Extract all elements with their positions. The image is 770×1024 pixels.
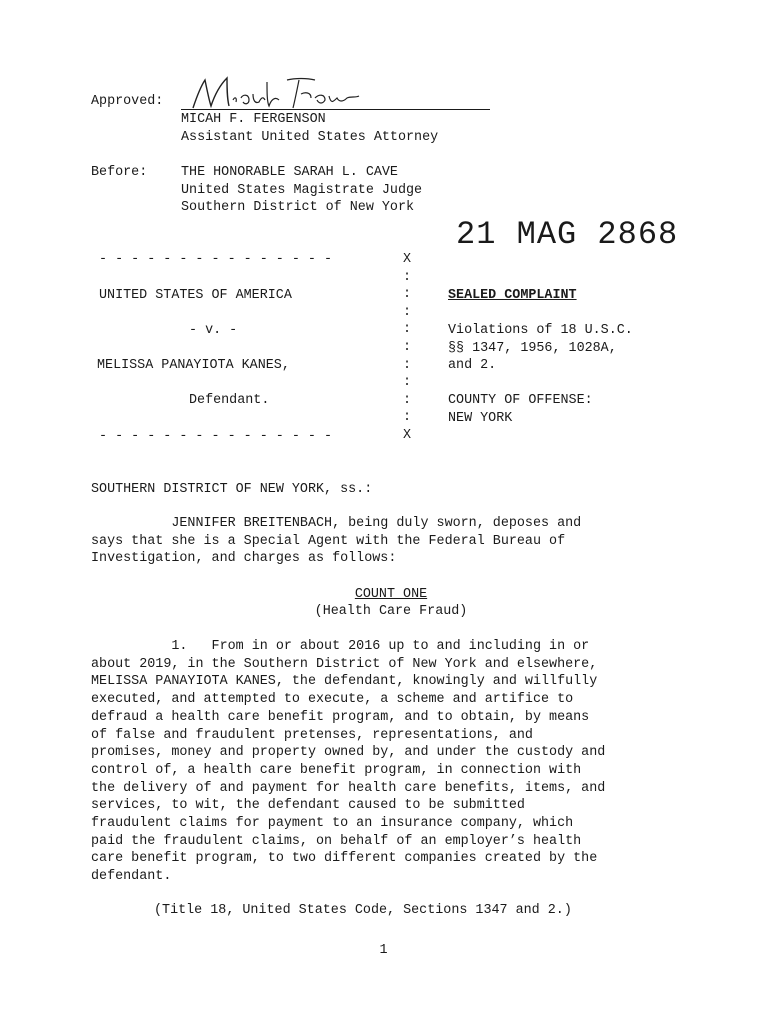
attorney-name: MICAH F. FERGENSON bbox=[181, 112, 326, 127]
text-line: paid the fraudulent claims, on behalf of an employer’s health bbox=[91, 833, 582, 849]
divider-colon: : bbox=[403, 322, 412, 338]
defendant-name: MELISSA PANAYIOTA KANES, bbox=[97, 358, 290, 373]
divider-x-bottom: X bbox=[403, 427, 412, 443]
county-label: COUNTY OF OFFENSE: bbox=[448, 393, 593, 408]
judge-name: THE HONORABLE SARAH L. CAVE bbox=[181, 165, 398, 180]
divider-colon: : bbox=[403, 375, 412, 391]
text-line: fraudulent claims for payment to an insurance company, which bbox=[91, 816, 574, 832]
divider-x-top: X bbox=[403, 252, 412, 267]
county-value: NEW YORK bbox=[448, 411, 513, 426]
approved-label: Approved: bbox=[91, 94, 164, 109]
handwritten-signature bbox=[183, 72, 363, 114]
text-line: defraud a health care benefit program, and to obtain, by means bbox=[91, 709, 590, 725]
text-line: MELISSA PANAYIOTA KANES, the defendant, knowingly and willfully bbox=[91, 674, 598, 690]
count-subtitle: (Health Care Fraud) bbox=[314, 604, 468, 619]
caption-divider bbox=[403, 251, 411, 445]
versus-label: - v. - bbox=[189, 323, 238, 338]
docket-number: 21 MAG 2868 bbox=[456, 216, 679, 253]
judge-title: United States Magistrate Judge bbox=[181, 183, 423, 198]
plaintiff-name: UNITED STATES OF AMERICA bbox=[99, 288, 292, 303]
divider-colon: : bbox=[403, 269, 412, 285]
attorney-title: Assistant United States Attorney bbox=[181, 130, 439, 145]
statute-citation: (Title 18, United States Code, Sections 1347 and 2.) bbox=[154, 903, 572, 918]
text-line: says that she is a Special Agent with the Federal Bureau of bbox=[91, 533, 566, 549]
text-line: executed, and attempted to execute, a scheme and artifice to bbox=[91, 692, 574, 708]
divider-colon: : bbox=[403, 392, 412, 408]
text-line: promises, money and property owned by, and under the custody and bbox=[91, 745, 606, 761]
caption-top-dashes: - - - - - - - - - - - - - - - bbox=[99, 252, 333, 267]
text-line: care benefit program, to two different companies created by the bbox=[91, 851, 598, 867]
count-title: COUNT ONE bbox=[354, 587, 428, 602]
sealed-complaint-title: SEALED COMPLAINT bbox=[448, 288, 577, 303]
text-line: control of, a health care benefit program, in connection with bbox=[91, 762, 582, 778]
intro-paragraph bbox=[91, 515, 691, 568]
defendant-label: Defendant. bbox=[189, 393, 270, 408]
text-line: services, to wit, the defendant caused to be submitted bbox=[91, 798, 525, 814]
divider-colon: : bbox=[403, 287, 412, 303]
text-line: the delivery of and payment for health care benefits, items, and bbox=[91, 780, 606, 796]
text-line: Investigation, and charges as follows: bbox=[91, 551, 397, 567]
text-line: JENNIFER BREITENBACH, being duly sworn, deposes and bbox=[91, 516, 582, 531]
violations-line-3: and 2. bbox=[448, 358, 497, 373]
divider-colon: : bbox=[403, 357, 412, 373]
text-line: of false and fraudulent pretenses, representations, and bbox=[91, 727, 533, 743]
text-line: about 2019, in the Southern District of New York and elsewhere, bbox=[91, 656, 598, 672]
divider-colon: : bbox=[403, 410, 412, 426]
divider-colon: : bbox=[403, 304, 412, 320]
violations-line-2: §§ 1347, 1956, 1028A, bbox=[448, 341, 617, 356]
venue-line: SOUTHERN DISTRICT OF NEW YORK, ss.: bbox=[91, 482, 373, 497]
paragraph-1 bbox=[91, 638, 691, 886]
page-number: 1 bbox=[379, 943, 388, 958]
violations-line-1: Violations of 18 U.S.C. bbox=[448, 323, 633, 338]
divider-colon: : bbox=[403, 339, 412, 355]
text-line: 1. From in or about 2016 up to and including in or bbox=[91, 639, 590, 654]
before-label: Before: bbox=[91, 165, 148, 180]
text-line: defendant. bbox=[91, 869, 172, 885]
caption-bottom-dashes: - - - - - - - - - - - - - - - bbox=[99, 429, 333, 444]
judge-district: Southern District of New York bbox=[181, 200, 415, 215]
